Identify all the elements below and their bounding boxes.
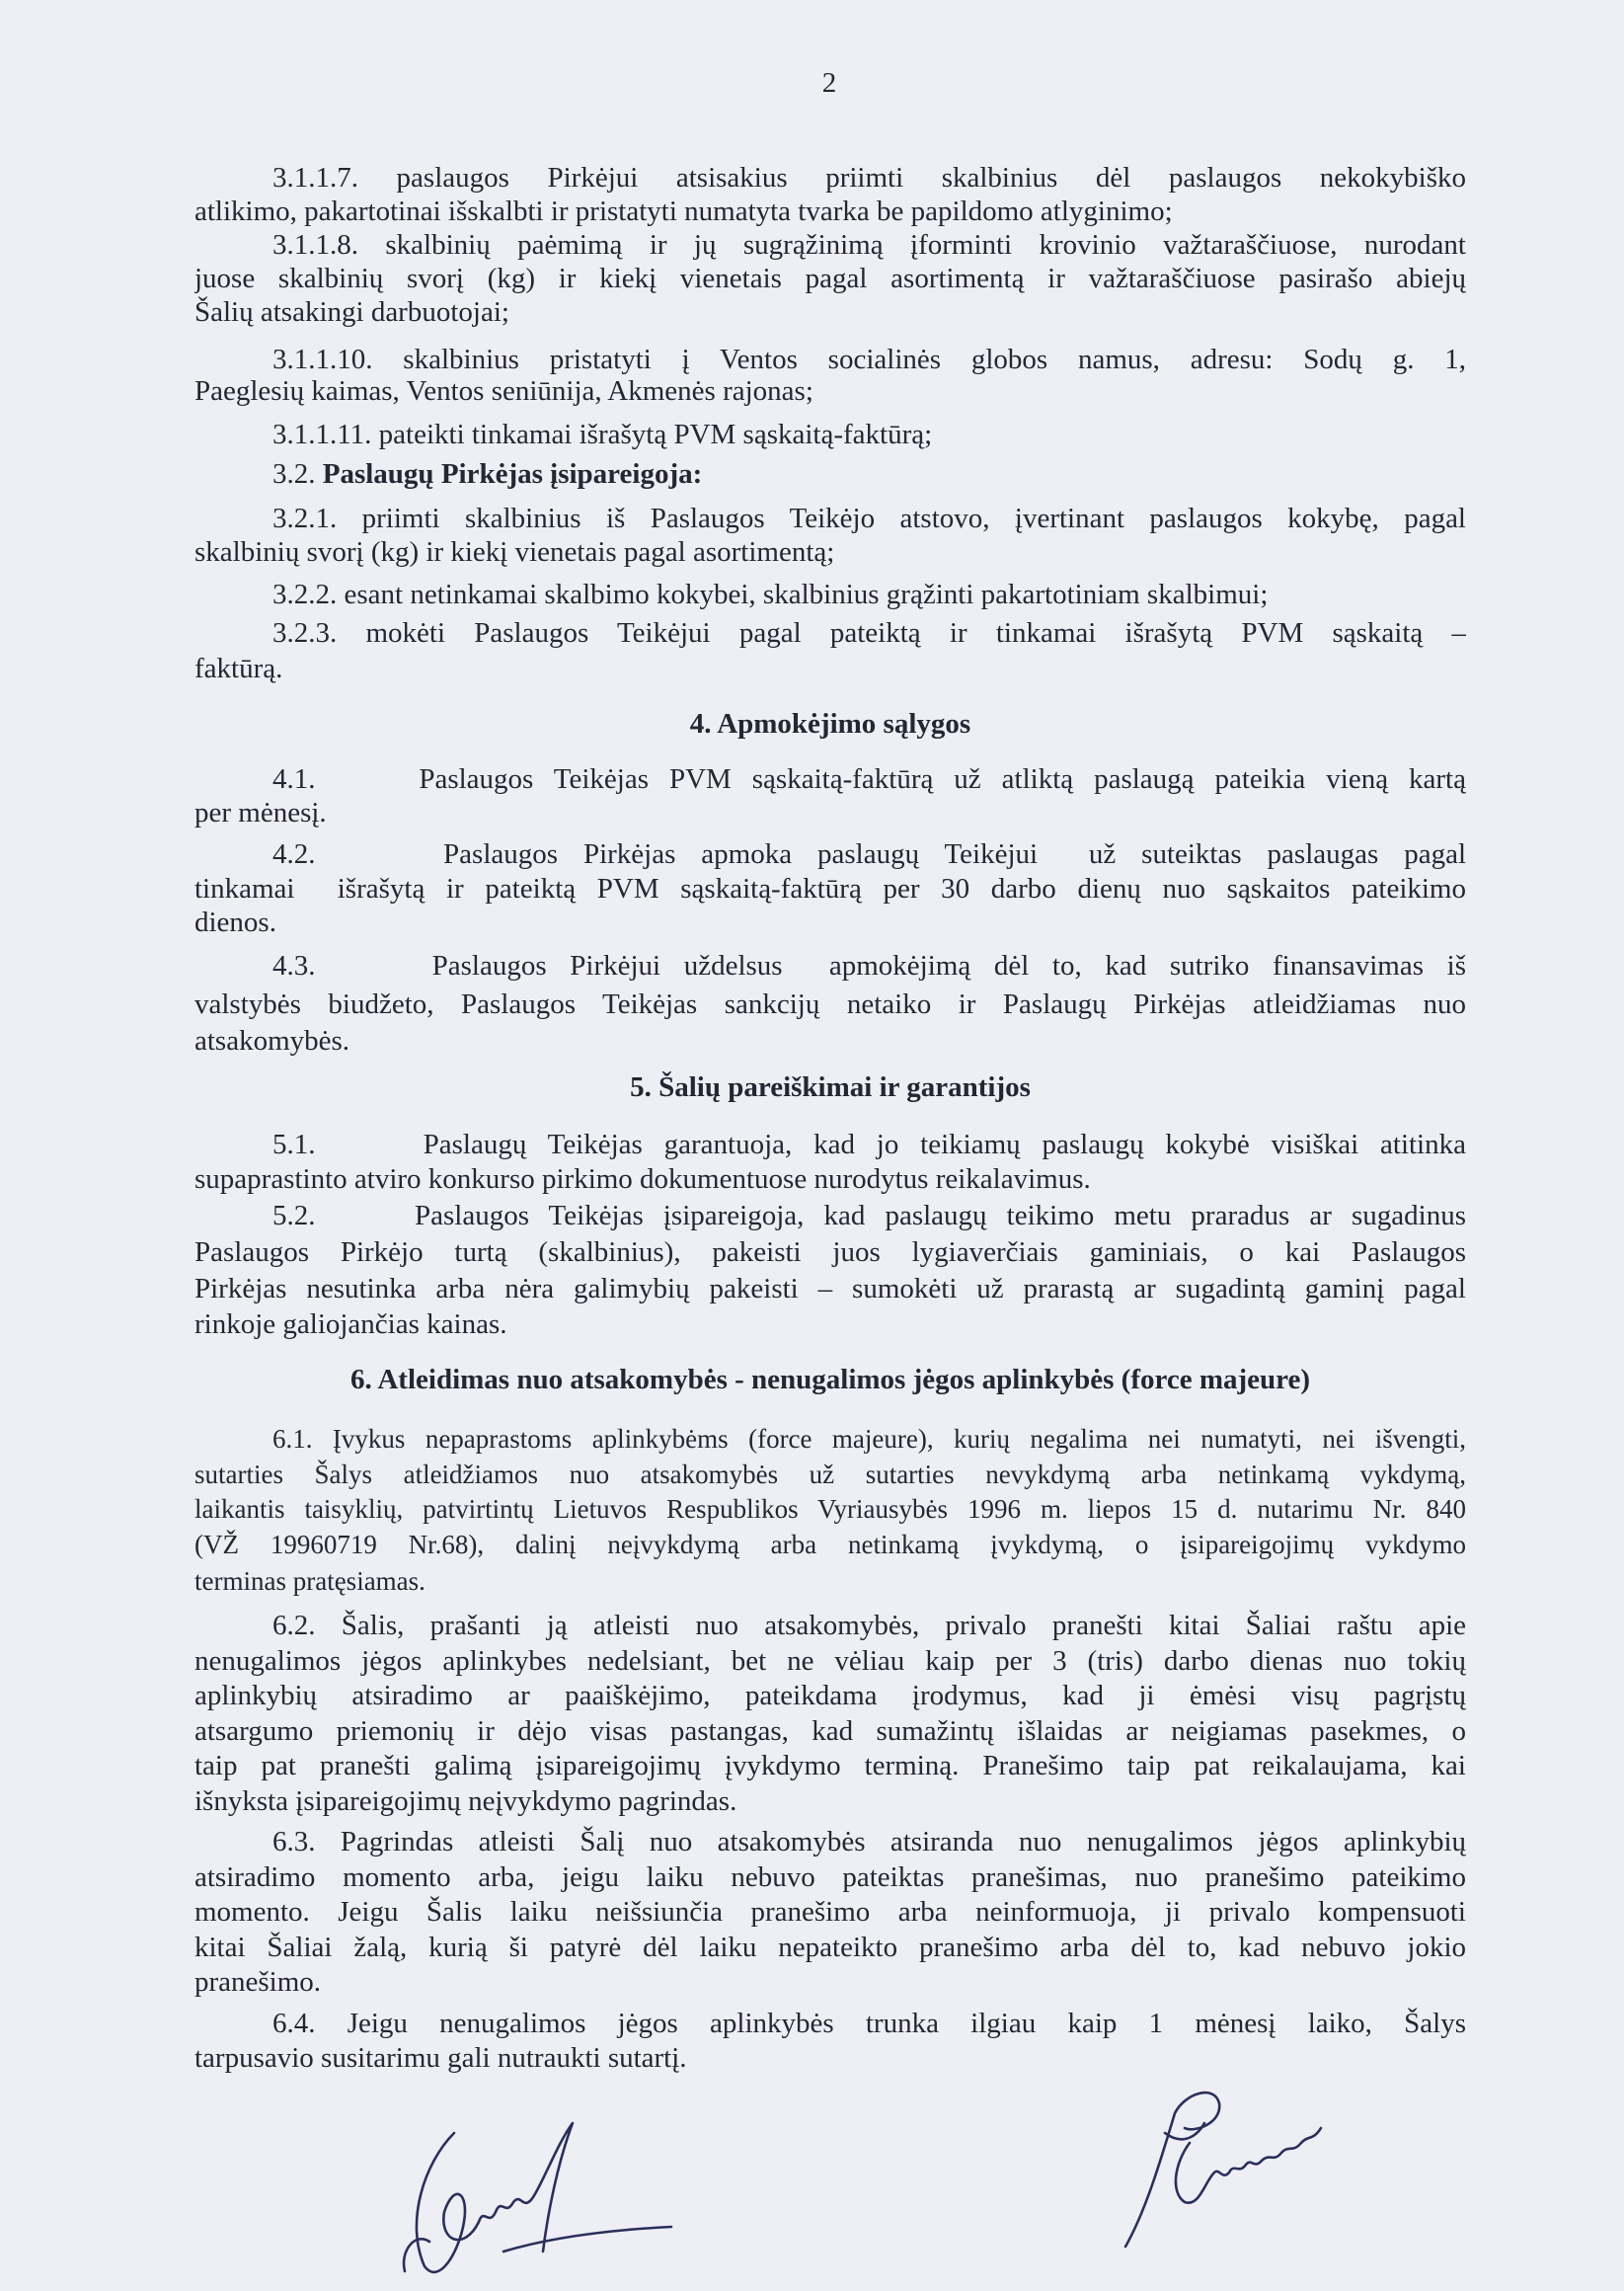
paragraph-line: 6.3. Pagrindas atleisti Šalį nuo atsakomybės atsiranda nuo nenugalimos jėgos aplinkybių: [272, 1826, 1466, 1857]
paragraph-line: sutarties Šalys atleidžiamos nuo atsakomybės už sutarties nevykdymą arba netinkamą vykdymą,: [194, 1460, 1466, 1489]
paragraph-line: 3.1.1.10. skalbinius pristatyti į Ventos socialinės globos namus, adresu: Sodų g. 1,: [272, 344, 1466, 375]
paragraph-line: 3.2.2. esant netinkamai skalbimo kokybei, skalbinius grąžinti pakartotiniam skalbimui;: [272, 579, 1269, 610]
paragraph-line: skalbinių svorį (kg) ir kiekį vienetais pagal asortimentą;: [194, 536, 835, 568]
paragraph-line: per mėnesį.: [194, 797, 327, 829]
paragraph-line: išnyksta įsipareigojimų neįvykdymo pagrindas.: [194, 1785, 737, 1817]
section-heading: 4. Apmokėjimo sąlygos: [689, 708, 971, 740]
paragraph-line: atlikimo, pakartotinai išskalbti ir pristatyti numatyta tvarka be papildomo atlyginimo;: [194, 196, 1173, 227]
page-number: 2: [821, 67, 837, 99]
paragraph-line: laikantis taisyklių, patvirtintų Lietuvos Respublikos Vyriausybės 1996 m. liepos 15 d. nutarimu Nr. 840: [194, 1494, 1466, 1524]
paragraph-line: Pirkėjas nesutinka arba nėra galimybių pakeisti – sumokėti už prarastą ar sugadintą gaminį pagal: [194, 1273, 1466, 1304]
paragraph-line: 6.2. Šalis, prašanti ją atleisti nuo atsakomybės, privalo pranešti kitai Šaliai raštu apie: [272, 1610, 1466, 1641]
paragraph-line: atsiradimo momento arba, jeigu laiku nebuvo pateiktas pranešimas, nuo pranešimo pateikimo: [194, 1861, 1466, 1893]
paragraph-line: 3.1.1.7. paslaugos Pirkėjui atsisakius priimti skalbinius dėl paslaugos nekokybiško: [272, 162, 1466, 194]
paragraph-line: tinkamai išrašytą ir pateiktą PVM sąskaitą-faktūrą per 30 darbo dienų nuo sąskaitos pateikimo: [194, 873, 1466, 905]
paragraph-line: 4.1. Paslaugos Teikėjas PVM sąskaitą-faktūrą už atliktą paslaugą pateikia vieną kartą: [272, 763, 1466, 795]
paragraph-line: 3.2.3. mokėti Paslaugos Teikėjui pagal pateiktą ir tinkamai išrašytą PVM sąskaitą –: [272, 617, 1466, 649]
paragraph-line: atsargumo priemonių ir dėjo visas pastangas, kad sumažintų išlaidas ar neigiamas pasekmes, o: [194, 1715, 1466, 1747]
paragraph-line: tarpusavio susitarimu gali nutraukti sutartį.: [194, 2042, 687, 2074]
paragraph-line: 4.3. Paslaugos Pirkėjui uždelsus apmokėjimą dėl to, kad sutriko finansavimas iš: [272, 950, 1466, 982]
paragraph-line: dienos.: [194, 907, 276, 938]
paragraph-line: (VŽ 19960719 Nr.68), dalinį neįvykdymą arba netinkamą įvykdymą, o įsipareigojimų vykdymo: [194, 1530, 1466, 1559]
paragraph-line: 5.2. Paslaugos Teikėjas įsipareigoja, kad paslaugų teikimo metu praradus ar sugadinus: [272, 1200, 1466, 1231]
paragraph-line: juose skalbinių svorį (kg) ir kiekį vienetais pagal asortimentą ir važtaraščiuose pasirašo abiejų: [194, 263, 1466, 294]
paragraph-line: 3.1.1.11. pateikti tinkamai išrašytą PVM sąskaitą-faktūrą;: [272, 419, 933, 450]
paragraph-line: rinkoje galiojančias kainas.: [194, 1308, 507, 1340]
paragraph-line: 3.1.1.8. skalbinių paėmimą ir jų sugrąžinimą įforminti krovinio važtaraščiuose, nurodant: [272, 229, 1466, 261]
paragraph-line: faktūrą.: [194, 653, 283, 684]
paragraph-line: 3.2.1. priimti skalbinius iš Paslaugos Teikėjo atstovo, įvertinant paslaugos kokybę, pagal: [272, 503, 1466, 534]
signature-left: [385, 2103, 681, 2291]
paragraph-line: 6.1. Įvykus nepaprastoms aplinkybėms (force majeure), kurių negalima nei numatyti, nei išvengti,: [272, 1424, 1466, 1454]
paragraph-line: pranešimo.: [194, 1966, 322, 1998]
paragraph-line: Šalių atsakingi darbuotojai;: [194, 296, 509, 328]
paragraph-line: kitai Šaliai žalą, kurią ši patyrė dėl laiku nepateikto pranešimo arba dėl to, kad nebuvo jokio: [194, 1932, 1466, 1963]
clause-number: 3.2.: [272, 458, 323, 490]
paragraph-line: 5.1. Paslaugų Teikėjas garantuoja, kad jo teikiamų paslaugų kokybė visiškai atitinka: [272, 1129, 1466, 1160]
paragraph-line: atsakomybės.: [194, 1025, 350, 1057]
paragraph-line: 6.4. Jeigu nenugalimos jėgos aplinkybės trunka ilgiau kaip 1 mėnesį laiko, Šalys: [272, 2008, 1466, 2039]
paragraph-line: [272, 457, 702, 491]
paragraph-line: Paeglesių kaimas, Ventos seniūnija, Akmenės rajonas;: [194, 375, 813, 407]
clause-title: Paslaugų Pirkėjas įsipareigoja:: [322, 458, 703, 490]
paragraph-line: taip pat pranešti galimą įsipareigojimų įvykdymo terminą. Pranešimo taip pat reikalaujama, kai: [194, 1750, 1466, 1781]
section-heading: 5. Šalių pareiškimai ir garantijos: [630, 1071, 1031, 1103]
paragraph-line: momento. Jeigu Šalis laiku neišsiunčia pranešimo arba neinformuoja, ji privalo kompensuoti: [194, 1896, 1466, 1928]
paragraph-line: Paslaugos Pirkėjo turtą (skalbinius), pakeisti juos lygiaverčiais gaminiais, o kai Paslaugos: [194, 1236, 1466, 1268]
section-heading: 6. Atleidimas nuo atsakomybės - nenugalimos jėgos aplinkybės (force majeure): [349, 1364, 1311, 1395]
paragraph-line: terminas pratęsiamas.: [194, 1566, 425, 1596]
paragraph-line: 4.2. Paslaugos Pirkėjas apmoka paslaugų Teikėjui už suteiktas paslaugas pagal: [272, 838, 1466, 870]
signature-right: [1106, 2074, 1343, 2261]
paragraph-line: aplinkybių atsiradimo ar paaiškėjimo, pateikdama įrodymus, kad ji ėmėsi visų pagrįstų: [194, 1680, 1466, 1711]
paragraph-line: valstybės biudžeto, Paslaugos Teikėjas sankcijų netaiko ir Paslaugų Pirkėjas atleidžiamas nuo: [194, 988, 1466, 1020]
paragraph-line: supaprastinto atviro konkurso pirkimo dokumentuose nurodytus reikalavimus.: [194, 1163, 1091, 1195]
paragraph-line: nenugalimos jėgos aplinkybes nedelsiant, bet ne vėliau kaip per 3 (tris) darbo dienas nuo tokių: [194, 1645, 1466, 1677]
